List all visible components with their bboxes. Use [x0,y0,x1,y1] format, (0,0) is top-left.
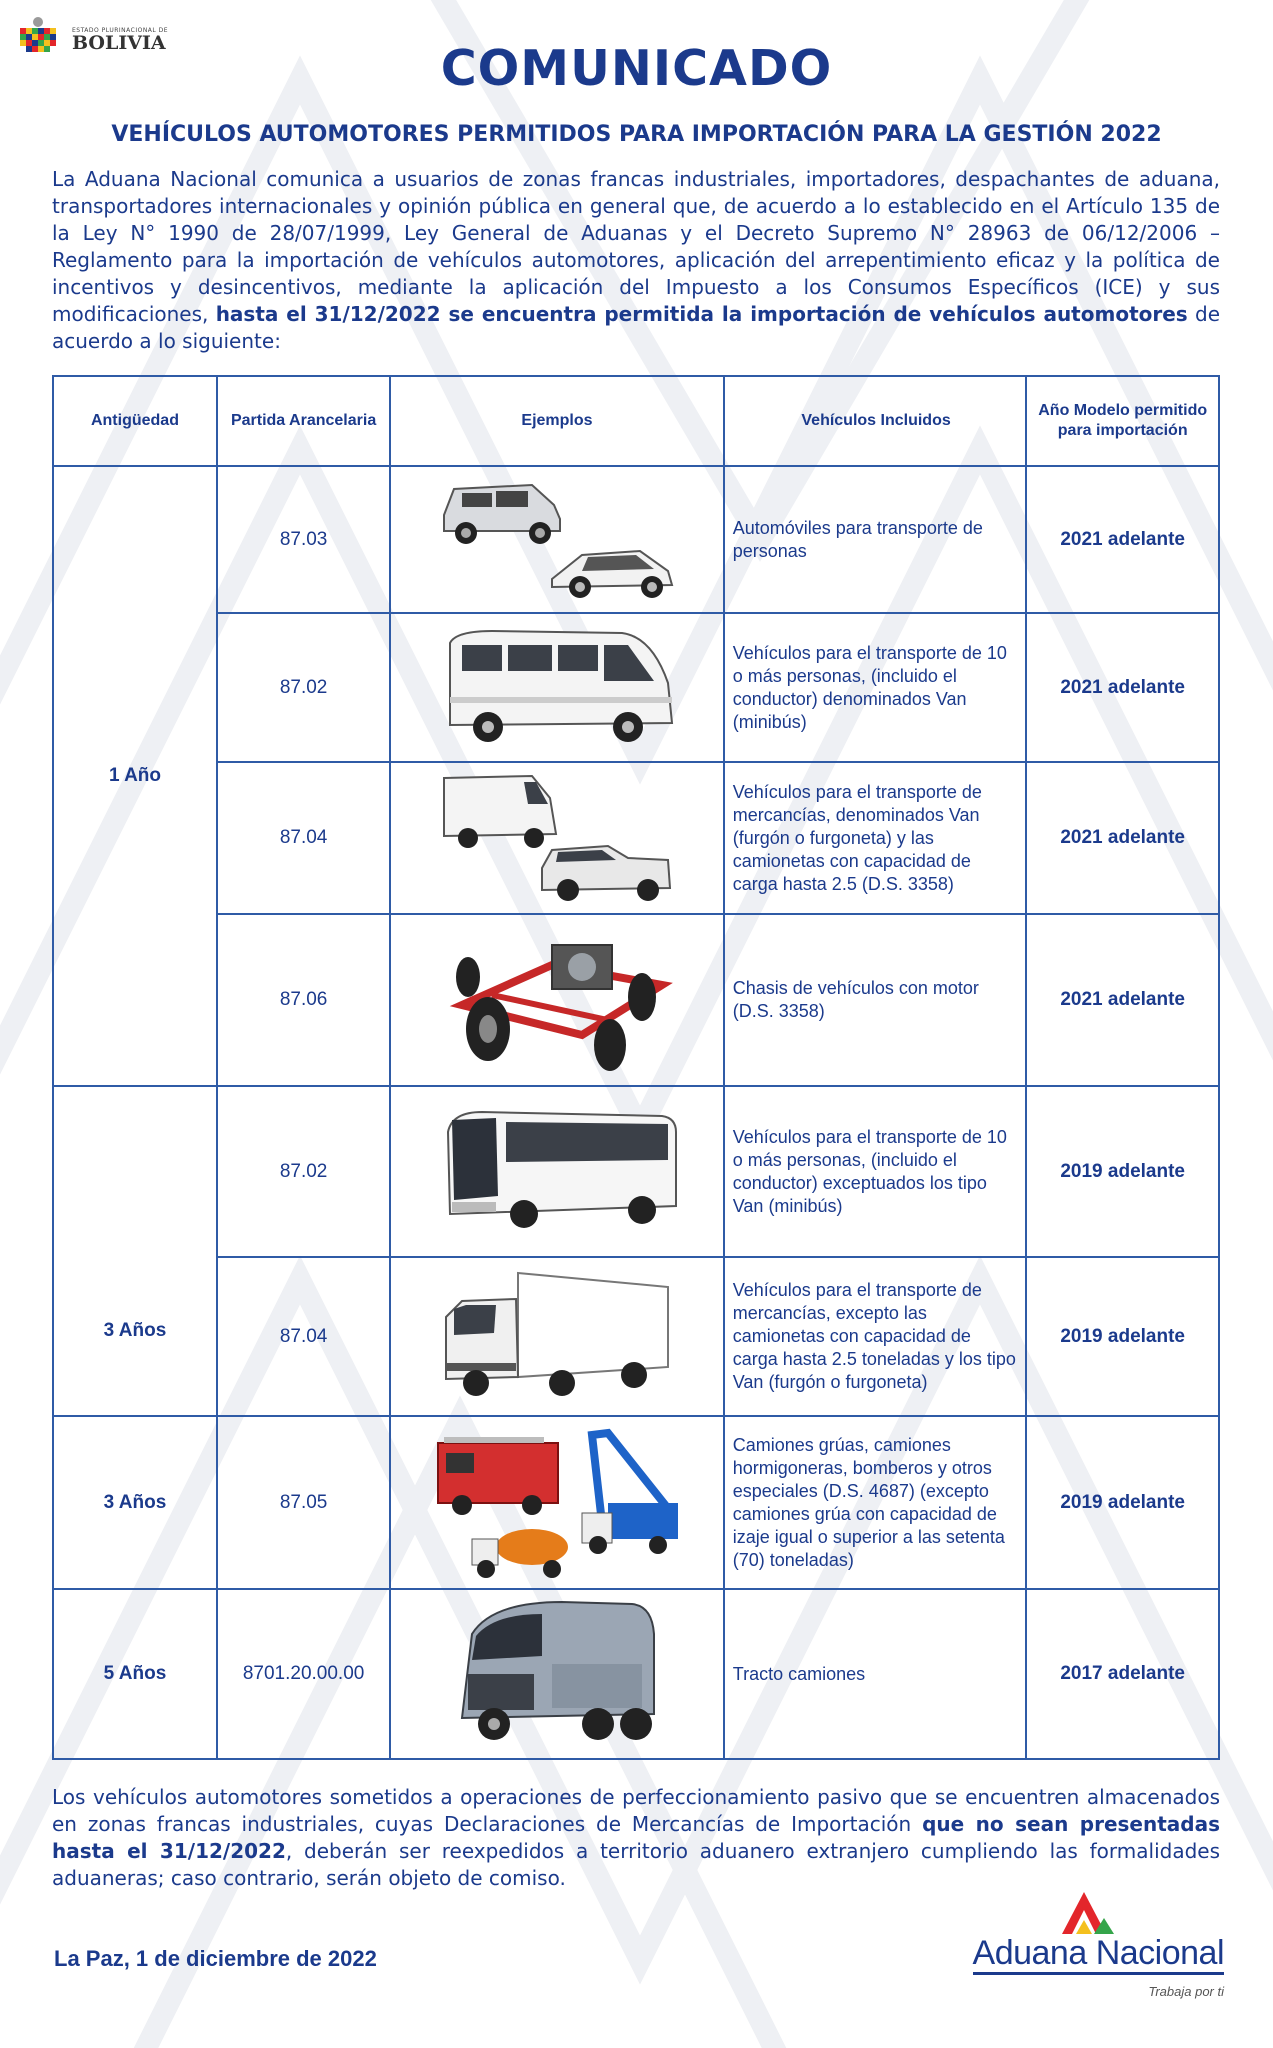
header-vehiculos: Vehículos Incluidos [724,376,1027,466]
table-row [53,466,1219,613]
box-truck-icon [432,1267,682,1407]
table-row [53,1086,1219,1257]
cell-ano: 2021 adelante [1026,466,1219,613]
header-partida: Partida Arancelaria [217,376,390,466]
table-row [53,762,1219,914]
group-antiguedad: 1 Año [53,466,217,1086]
issue-date: La Paz, 1 de diciembre de 2022 [54,1946,377,1971]
cell-example [390,466,724,613]
cell-vehiculos: Chasis de vehículos con motor (D.S. 3358) [724,914,1027,1086]
closing-text: Los vehículos automotores sometidos a operaciones de perfeccionamiento pasivo que se encuentren almacenados en zonas francas industriales, cuyas Declaraciones de Mercancías de Importación [52,1785,1220,1836]
seal-country: BOLIVIA [72,31,166,54]
van-pickup-icon [432,768,682,908]
header-ejemplos: Ejemplos [390,376,724,466]
brand-name-text: Aduana Nacional [973,1934,1224,1975]
chassis-icon [432,925,682,1075]
cell-example [390,1257,724,1416]
cell-partida: 87.04 [217,762,390,914]
seal-small-text: ESTADO PLURINACIONAL DE [72,26,169,34]
cell-ano: 2017 adelante [1026,1589,1219,1759]
cell-partida: 87.06 [217,914,390,1086]
closing-bold: que no sean presentadas hasta el 31/12/2022 [52,1812,1221,1863]
cell-partida: 87.04 [217,1257,390,1416]
table-row [53,914,1219,1086]
brand-name [944,1934,1224,1975]
tractor-truck-icon [432,1594,682,1754]
cell-ano: 2019 adelante [1026,1086,1219,1257]
cell-vehiculos: Automóviles para transporte de personas [724,466,1027,613]
group-antiguedad: 3 Años [53,1086,217,1416]
cell-partida: 87.05 [217,1416,390,1589]
cell-ano: 2021 adelante [1026,762,1219,914]
cell-vehiculos: Vehículos para el transporte de mercancías, denominados Van (furgón o furgoneta) y las camionetas con capacidad de carga hasta 2.5 (D.S. 3358) [724,762,1027,914]
page-subtitle: VEHÍCULOS AUTOMOTORES PERMITIDOS PARA IMPORTACIÓN PARA LA GESTIÓN 2022 [111,122,1162,147]
cell-ano: 2021 adelante [1026,914,1219,1086]
group-antiguedad: 5 Años [53,1589,217,1759]
cell-example [390,1416,724,1589]
suv-sedan-icon [432,475,682,605]
intro-text: La Aduana Nacional comunica a usuarios de zonas francas industriales, importadores, despachantes de aduana, transportadores internacionales y opinión pública en general que, de acuerdo a lo establecido en el Artículo 135 de la Ley N° 1990 de 28/07/1999, Ley General de Aduanas y el Decreto Supremo N° 28963 de 06/12/2006 – Reglamento para la importación de vehículos automotores, aplicación del arrepentimiento eficaz y la política de incentivos y desincentivos, mediante la aplicación del Impuesto a los Consumos Específicos (ICE) y sus modificaciones, [52,167,1220,326]
minibus-icon [432,623,682,753]
aduana-triangle-icon [1054,1888,1114,1938]
header-ano-modelo: Año Modelo permitido para importación [1026,376,1219,466]
table-row [53,1589,1219,1759]
cell-vehiculos: Camiones grúas, camiones hormigoneras, bomberos y otros especiales (D.S. 4687) (excepto camiones grúa con capacidad de izaje igual o superior a las setenta (70) toneladas) [724,1416,1027,1589]
brand-tagline: Trabaja por ti [1148,1984,1224,1999]
cell-ano: 2019 adelante [1026,1416,1219,1589]
special-trucks-icon [432,1423,682,1583]
cell-vehiculos: Vehículos para el transporte de 10 o más personas, (incluido el conductor) exceptuados los tipo Van (minibús) [724,1086,1027,1257]
cell-vehiculos: Vehículos para el transporte de mercancías, excepto las camionetas con capacidad de carga hasta 2.5 toneladas y los tipo Van (furgón o furgoneta) [724,1257,1027,1416]
cell-partida: 87.03 [217,466,390,613]
vehicles-table [52,375,1220,1760]
closing-end: , deberán ser reexpedidos a territorio aduanero extranjero cumpliendo las formalidades aduaneras; caso contrario, serán objeto de comiso. [52,1839,1221,1890]
coach-bus-icon [432,1102,682,1242]
cell-partida: 87.02 [217,1086,390,1257]
cell-vehiculos: Vehículos para el transporte de 10 o más personas, (incluido el conductor) denominados Van (minibús) [724,613,1027,762]
table-header-row [53,376,1219,466]
intro-end: de acuerdo a lo siguiente: [52,302,1221,353]
intro-bold: hasta el 31/12/2022 se encuentra permitida la importación de vehículos automotores [215,302,1188,326]
group-antiguedad: 3 Años [53,1416,217,1589]
cell-vehiculos: Tracto camiones [724,1589,1027,1759]
cell-example [390,1589,724,1759]
cell-ano: 2019 adelante [1026,1257,1219,1416]
table-row [53,613,1219,762]
cell-partida: 8701.20.00.00 [217,1589,390,1759]
closing-paragraph [52,1784,1220,1892]
cell-example [390,914,724,1086]
intro-paragraph [52,166,1220,355]
cell-partida: 87.02 [217,613,390,762]
aduana-logo [944,1888,1224,2008]
page-title: COMUNICADO [440,40,833,97]
cell-example [390,1086,724,1257]
table-row [53,1257,1219,1416]
cell-example [390,762,724,914]
cell-example [390,613,724,762]
table-row [53,1416,1219,1589]
header-antiguedad: Antigüedad [53,376,217,466]
cell-ano: 2021 adelante [1026,613,1219,762]
